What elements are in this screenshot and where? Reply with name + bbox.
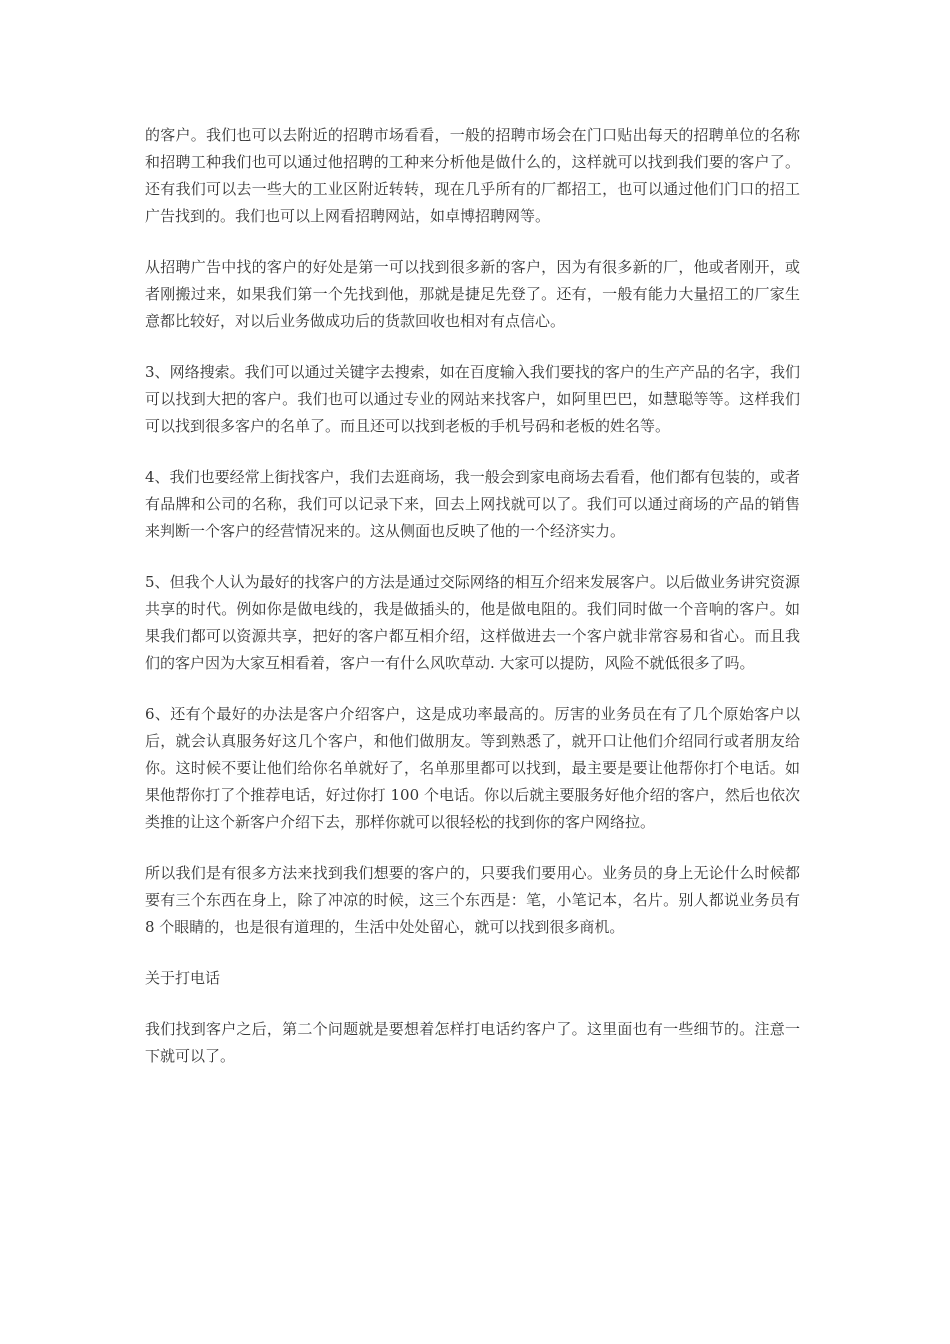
paragraph-recruitment-benefits: 从招聘广告中找的客户的好处是第一可以找到很多新的客户，因为有很多新的厂，他或者刚开，或者刚搬过来，如果我们第一个先找到他，那就是捷足先登了。还有，一般有能力大量招工的厂家生意都比较好，对以后业务做成功后的货款回收也相对有点信心。	[145, 258, 800, 330]
paragraph-street-search: 4、我们也要经常上街找客户，我们去逛商场，我一般会到家电商场去看看，他们都有包装的，或者有品牌和公司的名称，我们可以记录下来，回去上网找就可以了。我们可以通过商场的产品的销售来判断一个客户的经营情况来的。这从侧面也反映了他的一个经济实力。	[145, 468, 800, 540]
paragraph-recruitment-market: 的客户。我们也可以去附近的招聘市场看看，一般的招聘市场会在门口贴出每天的招聘单位的名称和招聘工种我们也可以通过他招聘的工种来分析他是做什么的，这样就可以找到我们要的客户了。还有我们可以去一些大的工业区附近转转，现在几乎所有的厂都招工，也可以通过他们门口的招工广告找到的。我们也可以上网看招聘网站，如卓博招聘网等。	[145, 126, 800, 225]
paragraph-web-search: 3、网络搜索。我们可以通过关键字去搜索，如在百度输入我们要找的客户的生产产品的名字，我们可以找到大把的客户。我们也可以通过专业的网站来找客户，如阿里巴巴，如慧聪等等。这样我们可以找到很多客户的名单了。而且还可以找到老板的手机号码和老板的姓名等。	[145, 363, 800, 435]
paragraph-closing: 我们找到客户之后，第二个问题就是要想着怎样打电话约客户了。这里面也有一些细节的。注意一下就可以了。	[145, 1020, 800, 1065]
paragraph-summary: 所以我们是有很多方法来找到我们想要的客户的，只要我们要用心。业务员的身上无论什么时候都要有三个东西在身上，除了冲凉的时候，这三个东西是：笔，小笔记本，名片。别人都说业务员有 8 个眼睛的，也是很有道理的，生活中处处留心，就可以找到很多商机。	[145, 864, 800, 936]
paragraph-client-referral: 6、还有个最好的办法是客户介绍客户，这是成功率最高的。厉害的业务员在有了几个原始客户以后，就会认真服务好这几个客户，和他们做朋友。等到熟悉了，就开口让他们介绍同行或者朋友给你。这时候不要让他们给你名单就好了，名单那里都可以找到，最主要是要让他帮你打个电话。如果他帮你打了个推荐电话，好过你打 100 个电话。你以后就主要服务好他介绍的客户，然后也依次类推的让这个新客户介绍下去，那样你就可以很轻松的找到你的客户网络拉。	[145, 705, 800, 831]
paragraph-network-referral: 5、但我个人认为最好的找客户的方法是通过交际网络的相互介绍来发展客户。以后做业务讲究资源共享的时代。例如你是做电线的，我是做插头的，他是做电阻的。我们同时做一个音响的客户。如果我们都可以资源共享，把好的客户都互相介绍，这样做进去一个客户就非常容易和省心。而且我们的客户因为大家互相看着，客户一有什么风吹草动. 大家可以提防，风险不就低很多了吗。	[145, 573, 800, 672]
document-page	[145, 122, 800, 1094]
section-heading: 关于打电话	[145, 969, 221, 987]
